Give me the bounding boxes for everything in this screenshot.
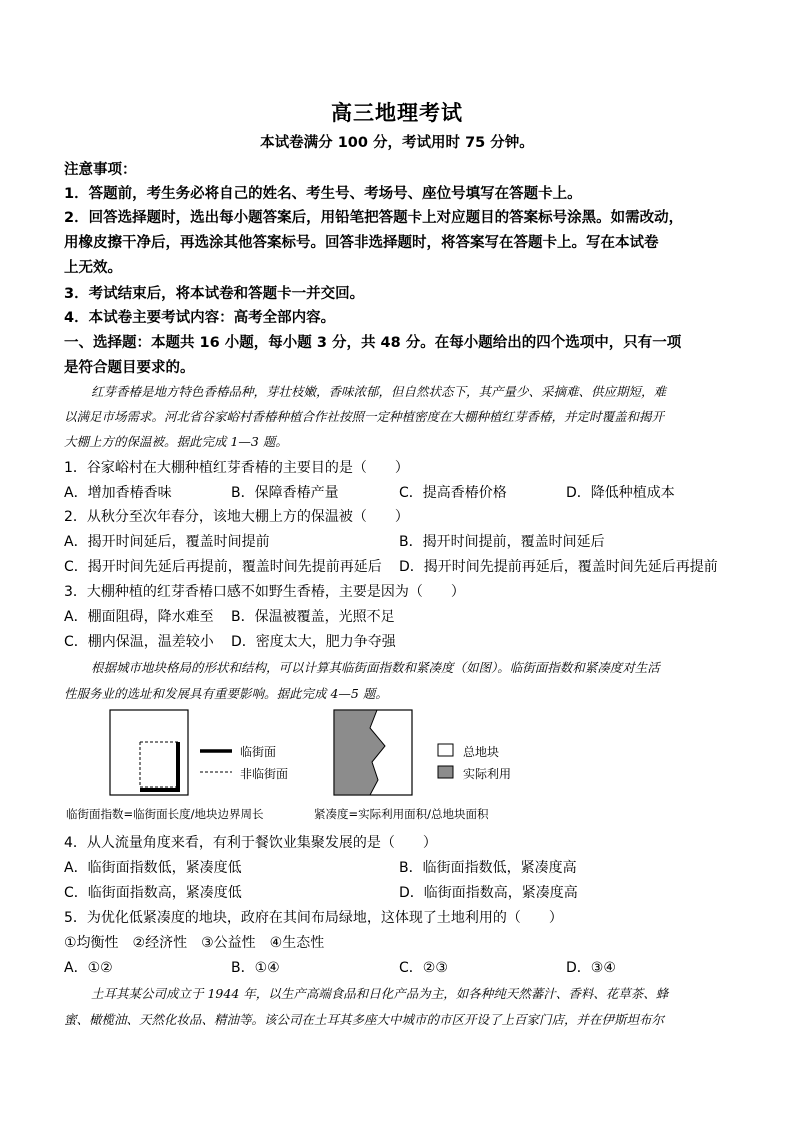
question-5-option-b[interactable]: B．①④ (231, 960, 280, 976)
figure-caption-right: 紧凑度=实际利用面积/总地块面积 (314, 807, 489, 821)
notice-item-3: 3．考试结束后，将本试卷和答题卡一并交回。 (64, 286, 365, 302)
notice-item-2-end: 上无效。 (64, 260, 122, 276)
question-2-option-b[interactable]: B．揭开时间提前，覆盖时间延后 (399, 534, 605, 550)
question-3-option-d[interactable]: D．密度太大，肥力争夺强 (231, 634, 396, 650)
question-3-option-c[interactable]: C．棚内保温，温差较小 (64, 634, 214, 650)
used-area-shape (334, 710, 385, 795)
passage-1-line-3: 大棚上方的保温被。据此完成 1—3 题。 (64, 434, 288, 449)
question-1-option-a[interactable]: A．增加香椿香味 (64, 485, 172, 501)
question-1-option-d[interactable]: D．降低种植成本 (566, 485, 675, 501)
figure-caption-left: 临街面指数=临街面长度/地块边界周长 (66, 807, 264, 821)
notice-item-2: 2．回答选择题时，选出每小题答案后，用铅笔把答题卡上对应题目的答案标号涂黑。如需改动， (64, 210, 684, 226)
question-4-option-b[interactable]: B．临街面指数低，紧凑度高 (399, 860, 577, 876)
question-4-option-c[interactable]: C．临街面指数高，紧凑度低 (64, 885, 242, 901)
question-2-option-a[interactable]: A．揭开时间延后，覆盖时间提前 (64, 534, 270, 550)
question-4-stem: 4．从人流量角度来看，有利于餐饮业集聚发展的是（ ） (64, 835, 437, 851)
question-5-items: ①均衡性 ②经济性 ③公益性 ④生态性 (64, 935, 325, 951)
passage-2-line-1: 根据城市地块格局的形状和结构，可以计算其临街面指数和紧凑度（如图）。临街面指数和紧凑度对生活 (91, 660, 660, 675)
question-2-stem: 2．从秋分至次年春分，该地大棚上方的保温被（ ） (64, 509, 409, 525)
exam-subtitle: 本试卷满分 100 分，考试用时 75 分钟。 (260, 135, 534, 151)
question-1-option-c[interactable]: C．提高香椿价格 (399, 485, 507, 501)
notice-item-2-cont: 用橡皮擦干净后，再选涂其他答案标号。回答非选择题时，将答案写在答题卡上。写在本试卷 (64, 235, 659, 251)
question-5-stem: 5．为优化低紧凑度的地块，政府在其间布局绿地，这体现了土地利用的（ ） (64, 910, 563, 926)
legend-total-label: 总地块 (463, 745, 500, 759)
notice-item-1: 1．答题前，考生务必将自己的姓名、考生号、考场号、座位号填写在答题卡上。 (64, 186, 582, 202)
passage-1-line-1: 红芽香椿是地方特色香椿品种，芽壮枝嫩，香味浓郁，但自然状态下，其产量少、采摘难、供应期短，难 (91, 384, 667, 399)
legend-street-label: 临街面 (240, 745, 277, 759)
question-5-option-a[interactable]: A．①② (64, 960, 113, 976)
question-3-stem: 3．大棚种植的红芽香椿口感不如野生香椿，主要是因为（ ） (64, 584, 465, 600)
question-1-stem: 1．谷家峪村在大棚种植红芽香椿的主要目的是（ ） (64, 460, 409, 476)
notice-item-4: 4．本试卷主要考试内容：高考全部内容。 (64, 310, 336, 326)
section-heading-cont: 是符合题目要求的。 (64, 360, 195, 376)
question-2-option-d[interactable]: D．揭开时间先提前再延后，覆盖时间先延后再提前 (399, 559, 718, 575)
used-area-legend-swatch (438, 766, 453, 778)
passage-2-line-2: 性服务业的选址和发展具有重要影响。据此完成 4—5 题。 (64, 686, 388, 701)
question-3-option-b[interactable]: B．保温被覆盖，光照不足 (231, 609, 395, 625)
exam-title: 高三地理考试 (331, 100, 463, 125)
total-parcel-legend-swatch (438, 744, 453, 756)
question-5-option-c[interactable]: C．②③ (399, 960, 448, 976)
notice-heading: 注意事项： (64, 162, 137, 178)
question-3-option-a[interactable]: A．棚面阻碍，降水难至 (64, 609, 214, 625)
question-5-option-d[interactable]: D．③④ (566, 960, 616, 976)
question-4-option-a[interactable]: A．临街面指数低，紧凑度低 (64, 860, 242, 876)
passage-1-line-2: 以满足市场需求。河北省谷家峪村香椿种植合作社按照一定种植密度在大棚种植红芽香椿，并定时覆盖和揭开 (64, 409, 665, 424)
question-4-option-d[interactable]: D．临街面指数高，紧凑度高 (399, 885, 578, 901)
legend-non-street-label: 非临街面 (240, 767, 289, 781)
passage-3-line-2: 蜜、橄榄油、天然化妆品、精油等。该公司在土耳其多座大中城市的市区开设了上百家门店，并在伊斯坦布尔 (64, 1012, 665, 1027)
section-heading: 一、选择题：本题共 16 小题，每小题 3 分，共 48 分。在每小题给出的四个选项中，只有一项 (64, 335, 682, 351)
passage-3-line-1: 土耳其某公司成立于 1944 年，以生产高端食品和日化产品为主，如各种纯天然蕃汁、香料、花草茶、蜂 (91, 986, 669, 1001)
question-2-option-c[interactable]: C．揭开时间先延后再提前，覆盖时间先提前再延后 (64, 559, 382, 575)
legend-used-label: 实际利用 (463, 767, 512, 781)
question-1-option-b[interactable]: B．保障香椿产量 (231, 485, 339, 501)
